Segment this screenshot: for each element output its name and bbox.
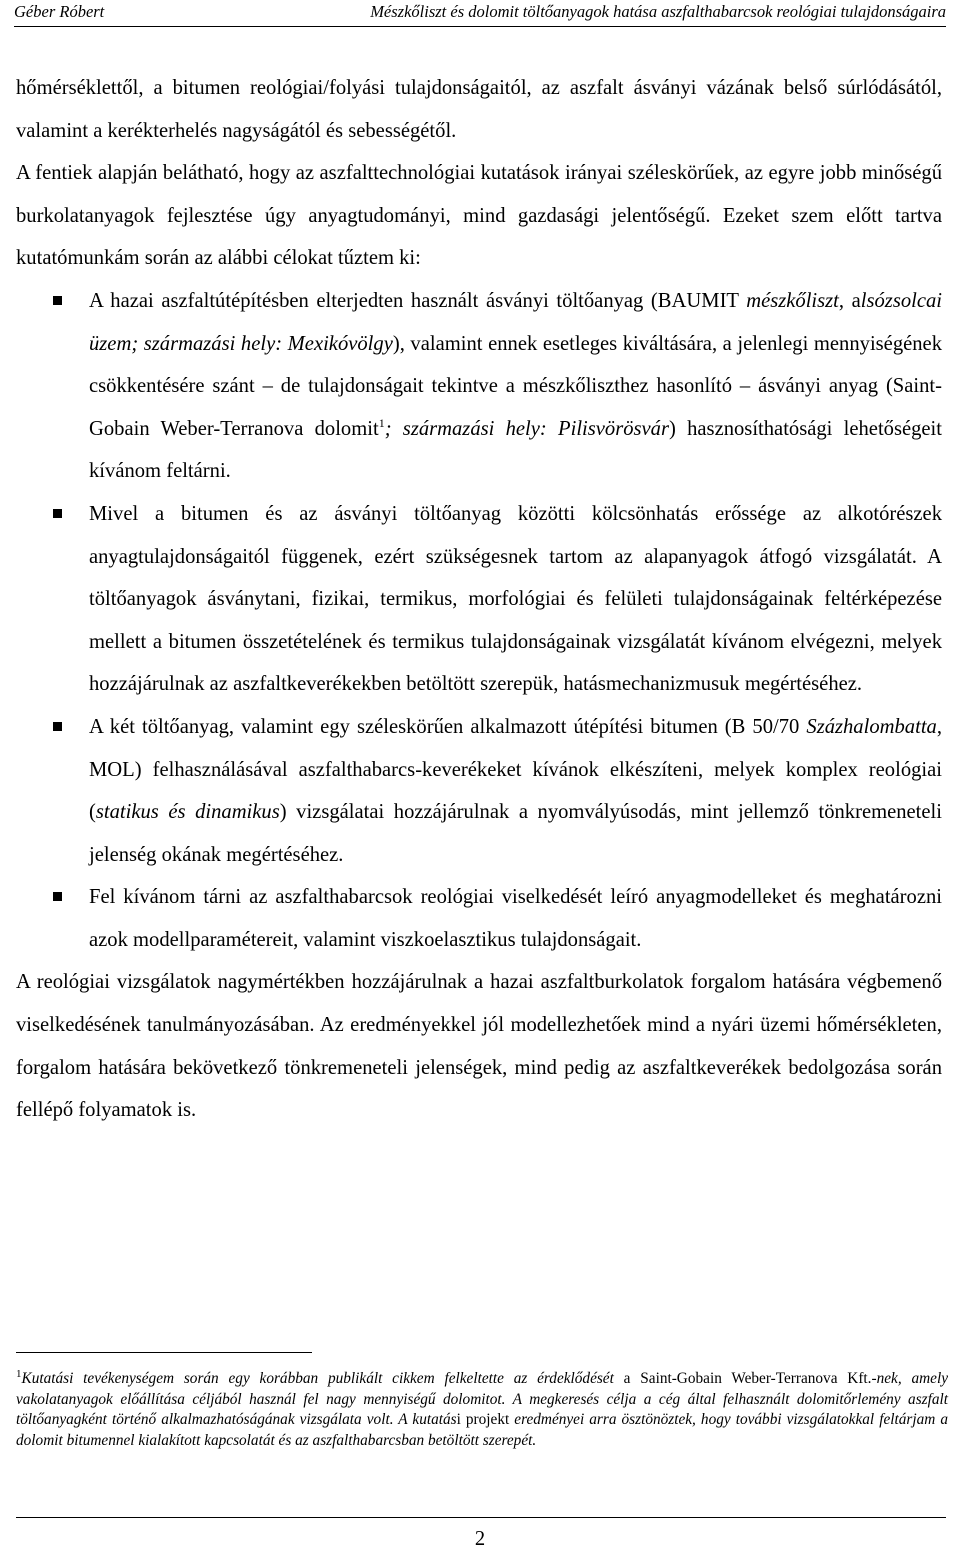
footnote-number: 1 xyxy=(16,1368,22,1380)
square-bullet-icon xyxy=(53,509,62,518)
list-item xyxy=(16,876,942,961)
italic-run: Kutatási tevékenységem során egy korábban publikált cikkem felkeltette az érdeklődését xyxy=(21,1370,614,1387)
italic-run: lsózsolcai üzem; származási hely: Mexikóvölgy xyxy=(89,289,943,355)
intro-paragraph-2: A fentiek alapján belátható, hogy az aszfalttechnológiai kutatások irányai széleskörűek, az egyre jobb minőségű burkolatanyagok fejlesztése úgy anyagtudományi, mind gazdasági jelentőségű. Ezeket szem előtt tartva kutatómunkám során az alábbi célokat tűztem ki: xyxy=(16,162,942,270)
italic-run: ; származási hely: Pilisvörösvár xyxy=(384,417,669,440)
list-item xyxy=(16,706,942,876)
text-run: A hazai aszfaltútépítésben elterjedten használt ásványi töltőanyag (BAUMIT xyxy=(89,289,747,312)
list-item-text: Mivel a bitumen és az ásványi töltőanyag közötti kölcsönhatás erőssége az alkotórészek anyagtulajdonságaitól függenek, ezért szükségesnek tartom az alapanyagok átfogó vizsgálatát. A töltőanyagok ásványtani, fizikai, termikus, morfológiai és felületi tulajdonságainak feltérképezése mellett a bitumen összetételének és termikus tulajdonságainak vizsgálatát kívánom elvégezni, melyek hozzájárulnak az aszfaltkeverékekben betöltött szerepük, hatásmechanizmusuk megértéséhez. xyxy=(89,502,942,696)
text-run: ) vizsgálatai hozzájárulnak a nyomvályúsodás, mint jellemző tönkremeneteli jelenség okának megértéséhez. xyxy=(89,801,942,866)
page-number: 2 xyxy=(474,1528,486,1550)
intro-paragraph-1: hőmérséklettől, a bitumen reológiai/folyási tulajdonságaitól, az aszfalt ásványi vázának belső súrlódásától, valamint a kerékterhelés nagyságától és sebességétől. xyxy=(16,77,942,142)
square-bullet-icon xyxy=(53,892,62,901)
footer-separator xyxy=(16,1517,946,1518)
italic-run: Százhalombatta xyxy=(806,715,937,738)
square-bullet-icon xyxy=(53,722,62,731)
text-run: , MOL) felhasználásával aszfalthabarcs-keverékeket kívánok elkészíteni, melyek komplex reológiai ( xyxy=(89,715,942,824)
text-run: A két töltőanyag, valamint egy széleskörűen alkalmazott útépítési bitumen (B 50/70 xyxy=(89,715,807,738)
text-run: ), valamint ennek esetleges kiváltására, a jelenlegi mennyiségének csökkentésére szánt – de tulajdonságait tekintve a mészkőliszthez hasonlító – ásványi anyag (Saint-Gobain Weber-Terranova dolomit xyxy=(89,332,942,440)
footnote-reference[interactable]: 1 xyxy=(378,415,385,430)
square-bullet-icon xyxy=(53,296,62,305)
header-author: Géber Róbert xyxy=(14,2,105,21)
footnote xyxy=(16,1364,948,1451)
list-item-text xyxy=(89,716,942,866)
list-item xyxy=(16,493,942,706)
list-item-text: Fel kívánom tárni az aszfalthabarcsok reológiai viselkedését leíró anyagmodelleket és meghatározni azok modellparamétereit, valamint viszkoelasztikus tulajdonságait. xyxy=(89,886,942,951)
italic-run: -nek, amely vakolatanyagok előállítása céljából használ fel nagy mennyiségű dolomitot. A megkeresés célja a cég által felhasznált dolomitőrlemény aszfalt töltőanyagként történő alkalmazhatóságának vizsgálata volt. A kutatás xyxy=(16,1370,948,1428)
text-run: i projekt xyxy=(456,1411,510,1428)
footnote-separator xyxy=(16,1352,312,1353)
footnote-text xyxy=(16,1364,948,1451)
objectives-list xyxy=(16,280,942,962)
italic-run: mészkőliszt xyxy=(746,289,839,312)
list-item-text xyxy=(89,290,942,482)
text-run: a Saint-Gobain Weber-Terranova Kft. xyxy=(613,1370,872,1387)
text-run: , a xyxy=(838,289,861,312)
header-title: Mészkőliszt és dolomit töltőanyagok hatása aszfalthabarcsok reológiai tulajdonságaira xyxy=(370,2,946,21)
running-header xyxy=(14,0,946,27)
conclusion-paragraph: A reológiai vizsgálatok nagymértékben hozzájárulnak a hazai aszfaltburkolatok forgalom hatására végbemenő viselkedésének tanulmányozásában. Az eredményekkel jól modellezhetőek mind a nyári üzemi hőmérsékleten, forgalom hatására bekövetkező tönkremeneteli jelenségek, mind pedig az aszfaltkeverékek bedolgozása során fellépő folyamatok is. xyxy=(16,971,942,1122)
italic-run: statikus és dinamikus xyxy=(95,801,280,824)
body-text xyxy=(16,67,942,1132)
text-run: ) hasznosíthatósági lehetőségeit kívánom feltárni. xyxy=(89,417,942,483)
italic-run: eredményei arra ösztönöztek, hogy további vizsgálatokkal feltárjam a dolomit bitumennel kialakított kapcsolatát és az aszfalthabarcsban betöltött szerepét. xyxy=(16,1411,948,1449)
list-item xyxy=(16,280,942,493)
